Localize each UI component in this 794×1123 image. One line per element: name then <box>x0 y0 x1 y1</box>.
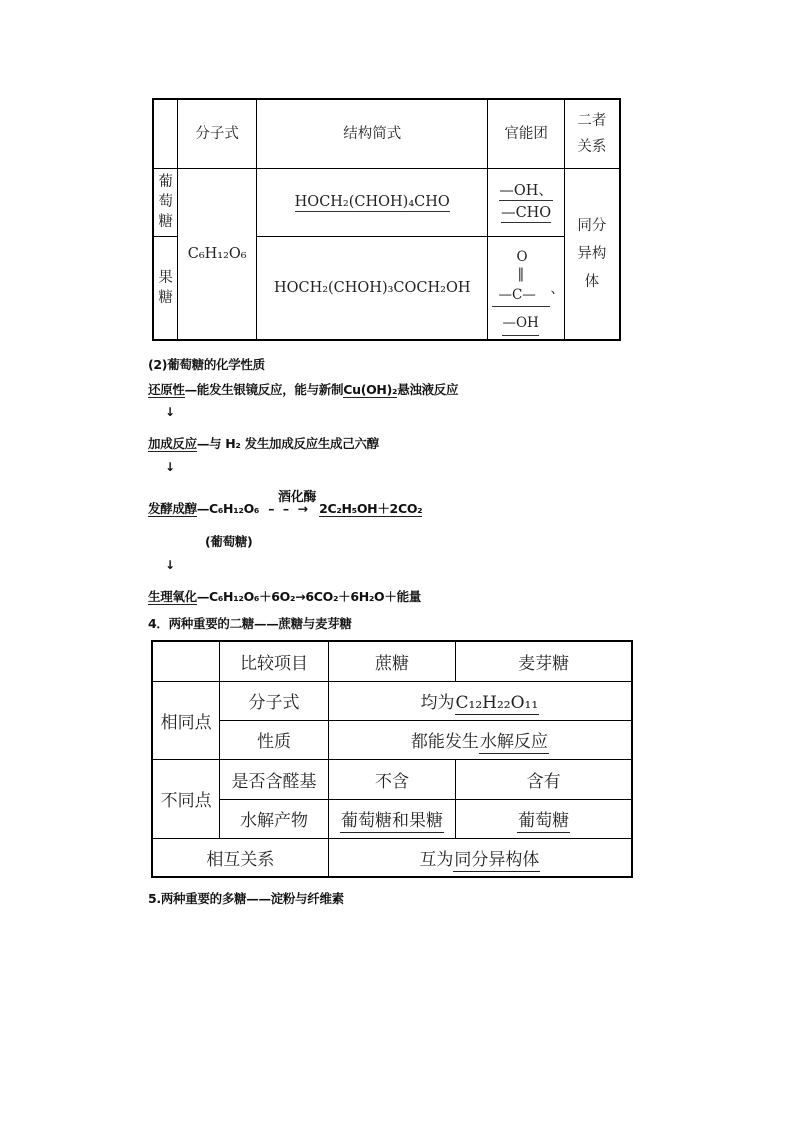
header-relation: 二者关系 <box>564 99 620 168</box>
disaccharide-table <box>151 640 633 878</box>
fructose-groups <box>488 236 564 340</box>
header-structure: 结构简式 <box>257 99 488 168</box>
oxidation-line: 生理氧化—C₆H₁₂O₆＋6O₂→6CO₂＋6H₂O＋能量 <box>148 589 421 604</box>
header-sucrose: 蔗糖 <box>328 641 456 681</box>
glucose-structure: HOCH₂(CHOH)₄CHO <box>257 168 488 236</box>
header-groups: 官能团 <box>488 99 564 168</box>
glucose-fructose-table <box>152 98 621 341</box>
property-label: 性质 <box>220 720 328 759</box>
fermentation-line: 发酵成醇—C₆H₁₂O₆ – – → 2C₂H₅OH＋2CO₂ <box>148 501 423 516</box>
glucose-note: (葡萄糖) <box>205 534 253 549</box>
section-2-heading: (2)葡萄糖的化学性质 <box>148 357 265 372</box>
enzyme-label: 酒化酶 <box>278 490 317 505</box>
header-empty-cell <box>153 99 178 168</box>
reduction-line: 还原性—能发生银镜反应，能与新制Cu(OH)₂悬浊液反应 <box>148 382 459 397</box>
down-arrow-icon: ↓ <box>165 405 176 419</box>
header-maltose: 麦芽糖 <box>456 641 632 681</box>
hydrolysis-maltose: 葡萄糖 <box>456 799 632 838</box>
property-value: 都能发生水解反应 <box>328 720 632 759</box>
fructose-name: 果糖 <box>153 236 178 340</box>
relation-cell: 同分异构体 <box>564 168 620 340</box>
carbonyl-double-bond: ‖ <box>517 265 525 282</box>
aldehyde-label: 是否含醛基 <box>220 759 328 799</box>
hydroxyl-group: —OH <box>502 312 538 336</box>
oxidation-label: 生理氧化 <box>148 589 197 604</box>
section-4-heading: 4．两种重要的二糖——蔗糖与麦芽糖 <box>148 616 352 631</box>
carbonyl-carbon: —C— <box>498 286 536 303</box>
aldehyde-maltose: 含有 <box>456 759 632 799</box>
formula-value: 均为C₁₂H₂₂O₁₁ <box>328 681 632 720</box>
section-5-heading: 5.两种重要的多糖——淀粉与纤维素 <box>148 891 344 906</box>
relation-label: 相互关系 <box>152 838 328 877</box>
down-arrow-icon: ↓ <box>165 460 176 474</box>
fermentation-label: 发酵成醇 <box>148 501 197 516</box>
formula-cell: C₆H₁₂O₆ <box>178 168 257 340</box>
reduction-label: 还原性 <box>148 382 185 397</box>
hydrolysis-label: 水解产物 <box>220 799 328 838</box>
formula-label: 分子式 <box>220 681 328 720</box>
addition-line: 加成反应—与 H₂ 发生加成反应生成己六醇 <box>148 436 379 451</box>
fructose-structure: HOCH₂(CHOH)₃COCH₂OH <box>257 236 488 340</box>
hydrolysis-sucrose: 葡萄糖和果糖 <box>328 799 456 838</box>
down-arrow-icon: ↓ <box>165 558 176 572</box>
header-empty-cell <box>152 641 220 681</box>
addition-label: 加成反应 <box>148 436 197 451</box>
diff-label: 不同点 <box>152 759 220 838</box>
same-label: 相同点 <box>152 681 220 759</box>
carbonyl-oxygen: O <box>516 248 528 265</box>
glucose-groups: —OH、 —CHO <box>488 168 564 236</box>
aldehyde-sucrose: 不含 <box>328 759 456 799</box>
group-divider <box>492 306 550 307</box>
glucose-name: 葡萄糖 <box>153 168 178 236</box>
header-item: 比较项目 <box>220 641 328 681</box>
group-separator: 、 <box>550 280 564 297</box>
relation-value: 互为同分异构体 <box>328 838 632 877</box>
header-formula: 分子式 <box>178 99 257 168</box>
